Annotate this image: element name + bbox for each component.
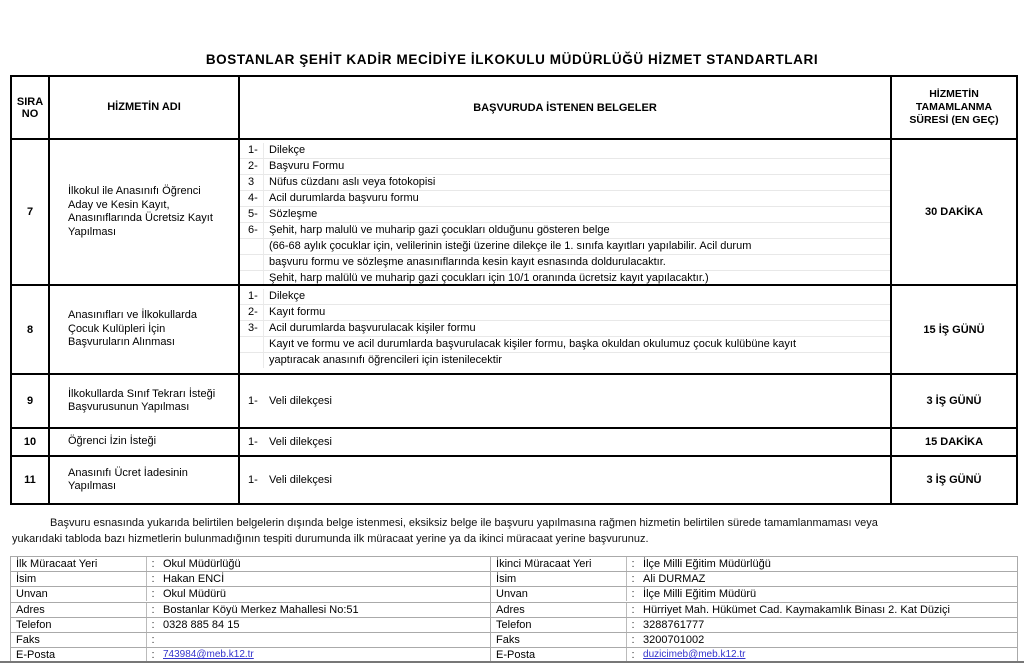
contact-label: E-Posta [491,648,627,662]
table-row [12,140,1016,286]
doc-number: 4- [240,191,264,206]
contact-value: Hakan ENCİ [163,573,225,586]
doc-line [240,239,890,255]
email-link[interactable]: 743984@meb.k12.tr [163,649,254,661]
contact-label: Faks [491,633,627,647]
contact-value: İlçe Milli Eğitim Müdürü [643,588,757,601]
doc-number [240,255,264,270]
row-number: 7 [12,140,50,284]
contact-colon: : [151,634,155,647]
doc-line [240,159,890,175]
doc-line [240,255,890,271]
doc-line [240,321,890,337]
duration-cell: 3 İŞ GÜNÜ [926,474,982,486]
service-name: İlkokullarda Sınıf Tekrarı İsteği Başvurusunun Yapılması [50,375,240,427]
doc-text: Kayıt formu [269,306,326,318]
doc-text: (66-68 aylık çocuklar için, velilerinin isteği üzerine dilekçe ile 1. sınıfa kayıtları yapılabilir. Acil durum [269,240,752,252]
contact-colon: : [151,603,155,616]
contact-value: Ali DURMAZ [643,573,706,586]
doc-text: Acil durumlarda başvuru formu [269,192,419,204]
doc-number: 1- [248,435,258,448]
duration-cell: 15 DAKİKA [924,436,984,448]
doc-text: Dilekçe [269,290,306,302]
contact-row [11,587,490,602]
contact-colon: : [151,573,155,586]
contact-label: Adres [491,603,627,617]
doc-line [240,143,890,159]
contact-label: İlk Müracaat Yeri [11,557,147,571]
doc-number: 5- [240,207,264,222]
doc-text: Kayıt ve formu ve acil durumlarda başvurulacak kişiler formu, başka okuldan okulumuz çocuk kulübüne kayıt [269,338,797,350]
contact-row [11,557,490,572]
doc-line [240,175,890,191]
table-header-row [12,77,1016,140]
doc-text: Şehit, harp malulü ve muharip gazi çocukları olduğunu gösteren belge [269,224,610,236]
row-number: 11 [12,457,50,503]
contact-label: Adres [11,603,147,617]
doc-number [240,353,264,368]
documents-list [240,429,892,455]
doc-line [240,337,890,353]
contact-colon: : [631,558,635,571]
doc-number [240,271,264,284]
header-sure: HİZMETİN TAMAMLANMA SÜRESİ (EN GEÇ) [909,88,999,126]
doc-number: 1- [240,143,264,158]
doc-line [240,207,890,223]
doc-line [240,394,890,409]
contact-value: Okul Müdürü [163,588,226,601]
contact-value: Bostanlar Köyü Merkez Mahallesi No:51 [163,603,359,616]
doc-number: 3- [240,321,264,336]
doc-text: başvuru formu ve sözleşme anasınıflarında kesin kayıt esnasında doldurulacaktır. [269,256,666,268]
contact-row [491,557,1017,572]
header-belgeler: BAŞVURUDA İSTENEN BELGELER [240,77,892,138]
contact-colon: : [631,634,635,647]
contact-value: 3288761777 [643,618,705,631]
contact-value: 0328 885 84 15 [163,618,240,631]
row-number: 9 [12,375,50,427]
duration-cell: 30 DAKİKA [924,206,984,218]
contact-block-second [490,557,1017,663]
contact-value: İlçe Milli Eğitim Müdürlüğü [643,558,771,571]
contact-label: Unvan [11,587,147,601]
doc-number: 1- [248,394,258,407]
doc-text: Sözleşme [269,208,318,220]
contact-colon: : [631,618,635,631]
contact-label: Faks [11,633,147,647]
service-name: Öğrenci İzin İsteği [50,429,240,455]
contact-colon: : [631,603,635,616]
contacts-table [10,556,1018,663]
doc-number [240,337,264,352]
contact-colon: : [151,618,155,631]
doc-line [240,191,890,207]
note-paragraph [12,515,1012,547]
doc-number: 3 [240,175,264,190]
contact-block-first [11,557,490,663]
documents-list [240,375,892,427]
doc-text: Veli dilekçesi [269,394,332,407]
doc-line [240,435,890,450]
contact-row [11,633,490,648]
contact-row [491,572,1017,587]
contact-label: E-Posta [11,648,147,662]
contact-colon: : [151,558,155,571]
contact-label: Telefon [11,618,147,632]
contact-colon: : [151,649,155,662]
contact-label: İsim [491,572,627,586]
doc-line [240,223,890,239]
contact-colon: : [631,649,635,662]
note-line-1: Başvuru esnasında yukarıda belirtilen belgelerin dışında belge istenmesi, eksiksiz belge ile başvuru yapılmasına rağmen hizmetin belirtilen sürede tamamlanmaması veya [50,517,878,529]
duration-cell: 15 İŞ GÜNÜ [923,323,985,336]
contact-label: İkinci Müracaat Yeri [491,557,627,571]
contact-row [491,587,1017,602]
contact-label: Telefon [491,618,627,632]
table-row [12,429,1016,457]
doc-text: Veli dilekçesi [269,473,332,486]
documents-list [240,140,892,284]
contact-row [11,618,490,633]
bottom-border-line [0,661,1024,663]
contact-row [491,603,1017,618]
doc-line [240,289,890,305]
page-title: BOSTANLAR ŞEHİT KADİR MECİDİYE İLKOKULU MÜDÜRLÜĞÜ HİZMET STANDARTLARI [205,52,819,67]
table-row [12,457,1016,503]
doc-text: Başvuru Formu [269,160,345,172]
contact-colon: : [151,588,155,601]
service-name: Anasınıfları ve İlkokullarda Çocuk Kulüpleri İçin Başvuruların Alınması [50,286,240,373]
row-number: 8 [12,286,50,373]
service-standards-table [10,75,1018,505]
doc-number: 2- [240,159,264,174]
doc-line [240,353,890,368]
table-row [12,375,1016,429]
doc-text: Acil durumlarda başvurulacak kişiler formu [269,322,476,334]
doc-line [240,473,890,488]
contact-value: Hürriyet Mah. Hükümet Cad. Kaymakamlık Binası 2. Kat Düziçi [643,603,950,616]
doc-text: yaptıracak anasınıfı öğrencileri için istenilecektir [269,354,502,366]
service-name: İlkokul ile Anasınıfı Öğrenci Aday ve Kesin Kayıt, Anasınıflarında Ücretsiz Kayıt Yapılması [50,140,240,284]
doc-text: Şehit, harp malülü ve muharip gazi çocukları için 10/1 oranında ücretsiz kayıt yapılacaktır.) [269,272,709,284]
doc-text: Veli dilekçesi [269,435,332,448]
note-line-2: yukarıdaki tabloda bazı hizmetlerin bulunmadığının tespiti durumunda ilk müracaat yerine ya da ikinci müracaat yerine başvurunuz. [12,533,649,545]
documents-list [240,286,892,373]
row-number: 10 [12,429,50,455]
doc-number: 1- [240,289,264,304]
contact-label: İsim [11,572,147,586]
doc-line [240,271,890,284]
contact-label: Unvan [491,587,627,601]
doc-line [240,305,890,321]
header-hizmetin-adi: HİZMETİN ADI [50,77,240,138]
email-link[interactable]: duzicimeb@meb.k12.tr [643,649,746,661]
contact-colon: : [631,573,635,586]
contact-row [491,633,1017,648]
doc-number: 6- [240,223,264,238]
header-sira-no: SIRA NO [12,77,50,138]
contact-row [11,603,490,618]
duration-cell: 3 İŞ GÜNÜ [926,395,982,407]
contact-colon: : [631,588,635,601]
contact-value: Okul Müdürlüğü [163,558,241,571]
contact-row [11,572,490,587]
doc-number [240,239,264,254]
contact-value: 3200701002 [643,634,705,647]
doc-number: 2- [240,305,264,320]
service-name: Anasınıfı Ücret İadesinin Yapılması [50,457,240,503]
doc-text: Dilekçe [269,144,306,156]
doc-text: Nüfus cüzdanı aslı veya fotokopisi [269,176,436,188]
documents-list [240,457,892,503]
contact-row [491,618,1017,633]
table-row [12,286,1016,375]
doc-number: 1- [248,473,258,486]
